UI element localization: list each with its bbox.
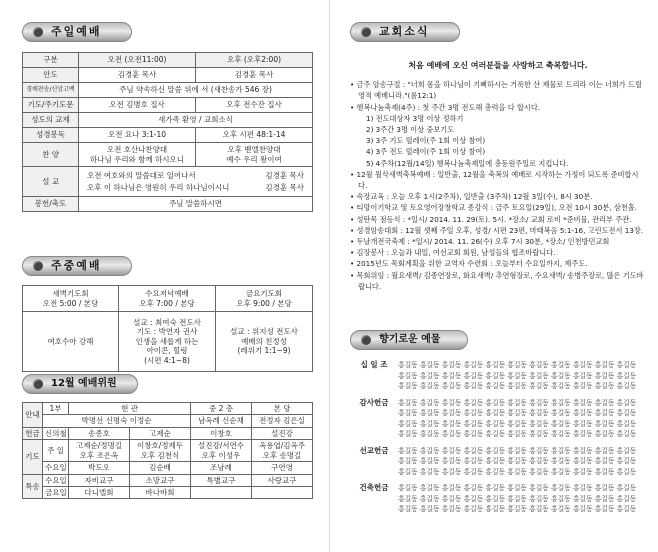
duty-pr-1b: 오후 조은옥 <box>79 450 119 460</box>
duty-pr-4b: 오후 송명길 <box>262 450 302 460</box>
worship-table <box>22 52 313 212</box>
duty-wed-4: 구연영 <box>252 462 313 474</box>
gifts-list <box>350 360 650 521</box>
dawn-title: 새벽기도회 <box>52 289 89 299</box>
gift-names-line: 홍길동 홍길동 홍길동 홍길동 홍길동 홍길동 홍길동 홍길동 홍길동 홍길동 홍길동 <box>398 457 637 465</box>
news-item: 3) 3주 기도 릴레이(주 1회 이상 참여) <box>366 136 486 146</box>
wed-cell <box>119 286 216 312</box>
duty-pr-2-cell <box>130 440 191 462</box>
gift-group <box>350 483 650 515</box>
gift-names-line: 홍길동 홍길동 홍길동 홍길동 홍길동 홍길동 홍길동 홍길동 홍길동 홍길동 홍길동 <box>398 467 637 476</box>
worship-r0-b: 김경훈 목사 <box>196 68 313 83</box>
worship-r2-a: 오전 김병호 집사 <box>79 98 196 113</box>
worship-r2-k: 기도/주기도문 <box>23 98 79 113</box>
news-item: • 속장교육 : 오늘 오후 1시(2주차), 일반출 (3주차) 12월 3일(수), 8시 30분. <box>350 192 593 202</box>
weekday-table <box>22 285 313 372</box>
fri-detail: 설교 : 위지성 전도사 예배의 친정성 (레위기 1:1~9) <box>216 312 313 372</box>
duty-offer-2: 송종호 <box>69 427 130 439</box>
sermon-am: 오전 여호와의 말씀대로 일어나서 <box>87 170 196 180</box>
duty-sunday: 주 일 <box>43 440 69 462</box>
header-bullet-icon <box>361 27 371 37</box>
wed-detail: 설교 : 최여숙 전도사 기도 : 박연자 권사 인생을 새롭게 하는 아이콘, 힐링 (시편 4:1~8) <box>119 312 216 372</box>
header-bullet-icon <box>33 27 43 37</box>
worship-r5-a-cell <box>79 143 196 167</box>
duty-sp-fri-4 <box>252 486 313 498</box>
weekday-header <box>22 256 132 276</box>
gift-names-line: 홍길동 홍길동 홍길동 홍길동 홍길동 홍길동 홍길동 홍길동 홍길동 홍길동 홍길동 <box>398 398 637 407</box>
news-item: 4) 3주 전도 릴레이(주 1회 이상 참여) <box>366 147 486 157</box>
worship-r5-k: 찬 양 <box>23 143 79 167</box>
news-item: 5) 4주차(12월/14일) 행복나눔축제일에 총동원주일로 지킵니다. <box>366 158 569 168</box>
news-item: 2) 3주간 3명 이상 중보기도 <box>366 125 455 135</box>
duty-offer-3: 고제순 <box>130 427 191 439</box>
gift-group <box>350 398 650 440</box>
sermon-pm: 오후 이 하나님은 영원히 우리 하나님이시니 <box>87 183 230 192</box>
fri-time: 오후 9:00 / 본당 <box>236 298 292 308</box>
header-bullet-icon <box>33 261 43 271</box>
duty-guide: 안내 <box>23 403 43 428</box>
duty-pr-3b: 오후 이성우 <box>201 450 241 460</box>
news-item: • 12월 월삭새벽축복예배 : 일반출, 12월을 축복의 예배로 시작하는 가정이 되도록 준비합시다. <box>350 169 639 191</box>
duty-pr-3: 설진강/서연수 <box>198 441 244 451</box>
duty-table <box>22 402 313 499</box>
worship-h1: 오전 (오전11:00) <box>79 53 196 68</box>
duty-guide-c: 전정자 김은실 <box>252 415 313 427</box>
duty-sp-wed-3: 특별교구 <box>191 474 252 486</box>
news-item: • 성경암송대회 : 12월 셋째 주일 오후, 성경/ 시편 23편, 마태복음 5:1-16, 고린도전서 13장. <box>350 225 644 235</box>
news-body <box>350 60 646 292</box>
news-item: • 두날개전국축제 : *일시/ 2014. 11. 26(수) 오후 7시 30분, *장소/ 인천방민교회 <box>350 237 610 247</box>
gift-names-line: 홍길동 홍길동 홍길동 홍길동 홍길동 홍길동 홍길동 홍길동 홍길동 홍길동 홍길동 <box>398 484 637 492</box>
gift-label: 건축헌금 <box>359 483 389 492</box>
duty-guide-b: 남옥례 신순채 <box>191 415 252 427</box>
duty-pr-4-cell <box>252 440 313 462</box>
gift-names-line: 홍길동 홍길동 홍길동 홍길동 홍길동 홍길동 홍길동 홍길동 홍길동 홍길동 홍길동 <box>398 505 637 513</box>
duty-sp-wed-2: 소망교구 <box>130 474 191 486</box>
worship-r5-a2: 하나님 우리와 함께 하시오니 <box>89 154 185 164</box>
news-item: • 2015년도 목회계획을 위한 교역자 수련회 : 오늘부터 수요일까지, 제주도. <box>350 259 588 269</box>
gift-label: 십 일 조 <box>360 360 388 369</box>
duty-sp-wed-1: 자비교구 <box>69 474 130 486</box>
duty-sp-wed: 수요일 <box>43 474 69 486</box>
news-item: • 티망이기학교 및 토요영어장창학교 종강식 : 금주 토요일(29일), 오전 10시 30분, 삼천홀. <box>350 203 637 213</box>
gift-names <box>398 398 650 440</box>
worship-r7-k: 봉헌/축도 <box>23 197 79 212</box>
duty-sp-fri-2: 바나바회 <box>130 486 191 498</box>
worship-r4-k: 성경봉독 <box>23 128 79 143</box>
news-list <box>350 79 646 292</box>
worship-r0-a: 김경훈 목사 <box>79 68 196 83</box>
gift-names <box>398 483 650 515</box>
duty-wed-1: 박도오 <box>69 462 130 474</box>
news-item: • 행복나눔축제(4주) : 첫 주간 3명 전도해 총력을 다 합시다. <box>350 102 541 112</box>
worship-r1-ab: 주님 약속하신 말씀 위에 서 (새찬송가 546 장) <box>79 83 313 98</box>
news-item: • 김장봉사 : 오늘과 내일, 여선교회 회원, 남성들의 협조바랍니다. <box>350 248 556 258</box>
duty-mezz: 중 2 층 <box>191 403 252 415</box>
duty-pr-3-cell <box>191 440 252 462</box>
gift-group <box>350 446 650 478</box>
page-fold <box>329 0 330 552</box>
worship-r6-cell <box>79 167 313 197</box>
gift-names-line: 홍길동 홍길동 홍길동 홍길동 홍길동 홍길동 홍길동 홍길동 홍길동 홍길동 홍길동 <box>398 430 637 438</box>
news-item: • 목회위임 : 월요새벽/ 김종연장로, 화요새벽/ 추연형장로, 수요새벽/ 송병주장로, 많은 기도바랍니다. <box>350 270 644 291</box>
news-item: 1) 전도대상자 3명 이상 정하기 <box>366 113 464 123</box>
wed-title: 수요저녁예배 <box>145 289 189 299</box>
gift-group <box>350 360 650 392</box>
duty-offer-4: 이창호 <box>191 427 252 439</box>
duty-prayer: 기도 <box>23 440 43 474</box>
worship-header <box>22 22 132 42</box>
gift-names-line: 홍길동 홍길동 홍길동 홍길동 홍길동 홍길동 홍길동 홍길동 홍길동 홍길동 홍길동 <box>398 446 637 455</box>
duty-offer-5: 설진강 <box>252 427 313 439</box>
duty-pr-1: 고제순/정명길 <box>76 441 122 451</box>
worship-r1-k: 경배찬송/신앙고백 <box>23 83 79 98</box>
duty-entrance: 현 관 <box>69 403 191 415</box>
gift-names <box>398 446 650 478</box>
worship-r5-b: 오후 벧엘찬양대 <box>227 145 281 155</box>
news-item: • 성탄목 점등식 : *일시/ 2014. 11. 29(토). 5시. *장소/ 교회 로비 *준비물, 관리부 주관. <box>350 214 632 224</box>
gift-names-line: 홍길동 홍길동 홍길동 홍길동 홍길동 홍길동 홍길동 홍길동 홍길동 홍길동 홍길동 <box>398 361 637 369</box>
worship-r5-a: 오전 호산나찬양대 <box>106 145 168 155</box>
duty-1bu: 1부 <box>43 403 69 415</box>
gifts-title: 향기로운 예물 <box>379 333 441 345</box>
worship-title: 주일예배 <box>51 25 102 39</box>
worship-r3-ab: 새가족 환영 / 교회소식 <box>79 113 313 128</box>
duty-wed: 수요일 <box>43 462 69 474</box>
worship-r3-k: 성도의 교제 <box>23 113 79 128</box>
duty-main: 본 당 <box>252 403 313 415</box>
worship-r7-ab: 주님 말씀하시면 <box>79 197 313 212</box>
worship-h2: 오후 (오후2:00) <box>196 53 313 68</box>
duty-wed-3: 조남례 <box>191 462 252 474</box>
worship-r4-a: 오전 요나 3:1-10 <box>79 128 196 143</box>
duty-pr-1-cell <box>69 440 130 462</box>
duty-sp-fri-3 <box>191 486 252 498</box>
worship-r6-k: 설 교 <box>23 167 79 197</box>
duty-header <box>22 374 138 394</box>
fri-title: 금요기도회 <box>245 289 283 299</box>
worship-h0: 구분 <box>23 53 79 68</box>
duty-offer: 헌금 <box>23 427 43 439</box>
header-bullet-icon <box>33 379 43 389</box>
gift-names-line: 홍길동 홍길동 홍길동 홍길동 홍길동 홍길동 홍길동 홍길동 홍길동 홍길동 홍길동 <box>398 419 637 428</box>
news-item: • 금주 암송구절 : "너희 몸을 하나님이 기뻐하시는 거룩한 산 제물로 드리라 이는 너희가 드릴 영적 예배니라."(롬12:1) <box>350 80 642 101</box>
news-title: 교회소식 <box>379 25 430 39</box>
duty-special: 특송 <box>23 474 43 499</box>
gifts-header <box>350 330 468 350</box>
dawn-cell <box>23 286 119 312</box>
duty-sp-fri: 금요일 <box>43 486 69 498</box>
weekday-title: 주중예배 <box>51 259 102 273</box>
worship-r4-b: 오후 시편 48:1-14 <box>196 128 313 143</box>
fri-cell <box>216 286 313 312</box>
news-intro: 처음 예배에 오신 여러분들을 사랑하고 축복합니다. <box>408 61 588 70</box>
duty-pr-4: 옥용엽/김옥주 <box>259 441 305 451</box>
worship-r5-b2: 예수 우리 왕이여 <box>226 154 282 164</box>
sermon-am-preacher: 김경훈 목사 <box>265 170 304 180</box>
gift-label: 선교헌금 <box>359 445 389 455</box>
gift-names-line: 홍길동 홍길동 홍길동 홍길동 홍길동 홍길동 홍길동 홍길동 홍길동 홍길동 홍길동 <box>398 494 637 503</box>
wed-time: 오후 7:00 / 본당 <box>139 298 195 308</box>
duty-guide-a: 박명선 신명숙 이정순 <box>43 415 191 427</box>
gift-label: 감사헌금 <box>359 397 389 407</box>
gift-names <box>398 360 650 392</box>
duty-pr-2: 이창호/정제두 <box>137 441 183 451</box>
duty-sp-wed-4: 사랑교구 <box>252 474 313 486</box>
news-header <box>350 22 460 42</box>
duty-offer-1: 신의철 <box>43 427 69 439</box>
dawn-topic: 여호수아 강해 <box>23 312 119 372</box>
dawn-time: 오전 5:00 / 본당 <box>42 298 99 308</box>
worship-r0-k: 안도 <box>23 68 79 83</box>
header-bullet-icon <box>361 335 371 345</box>
sermon-pm-preacher: 김경훈 목사 <box>265 183 304 192</box>
gift-names-line: 홍길동 홍길동 홍길동 홍길동 홍길동 홍길동 홍길동 홍길동 홍길동 홍길동 홍길동 <box>398 409 637 417</box>
duty-pr-2b: 오후 김천식 <box>140 450 180 460</box>
duty-wed-2: 김순배 <box>130 462 191 474</box>
duty-title: 12월 예배위원 <box>51 377 117 389</box>
gift-names-line: 홍길동 홍길동 홍길동 홍길동 홍길동 홍길동 홍길동 홍길동 홍길동 홍길동 홍길동 <box>398 371 637 380</box>
duty-sp-fri-1: 다니엘회 <box>69 486 130 498</box>
worship-r2-b: 오후 전수잔 집사 <box>196 98 313 113</box>
gift-names-line: 홍길동 홍길동 홍길동 홍길동 홍길동 홍길동 홍길동 홍길동 홍길동 홍길동 홍길동 <box>398 382 637 390</box>
worship-r5-b-cell <box>196 143 313 167</box>
